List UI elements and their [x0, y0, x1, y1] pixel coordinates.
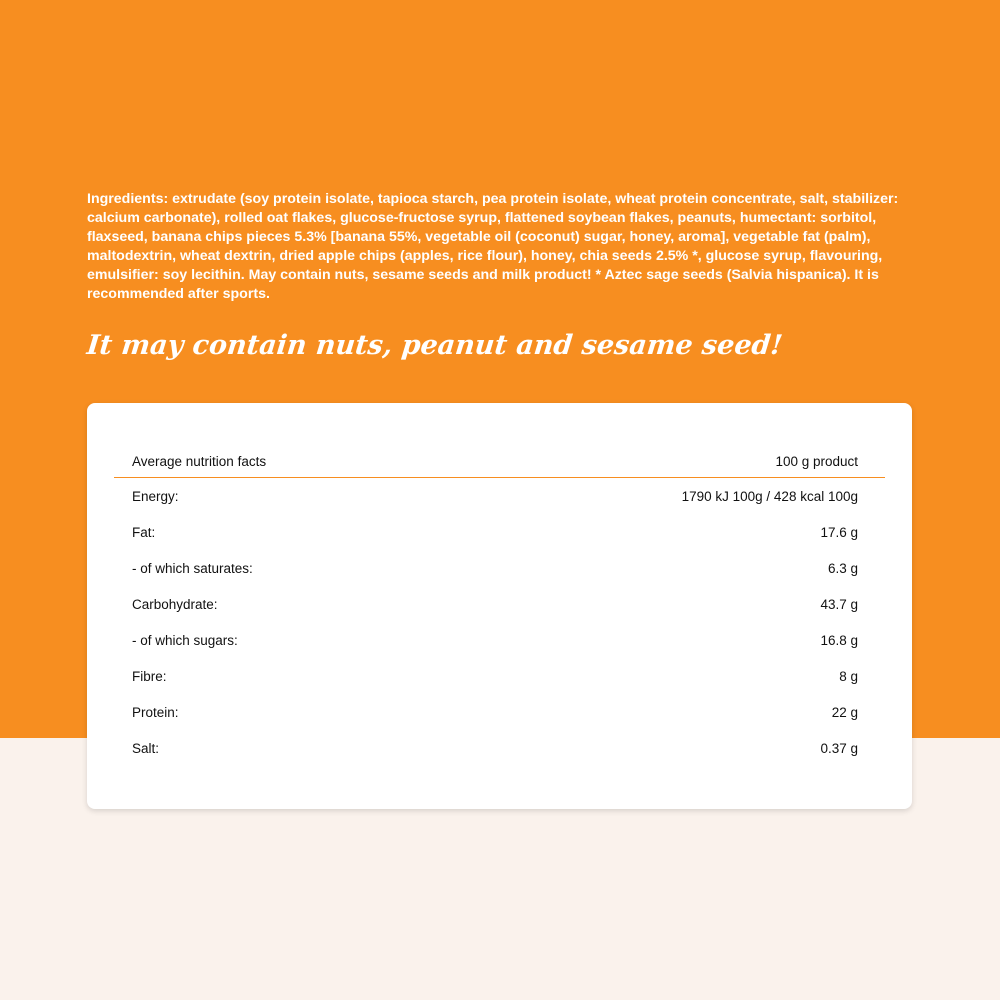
nutrition-header-row — [114, 445, 885, 478]
nutrition-row-carbohydrate — [114, 586, 885, 622]
nutrition-header-label: Average nutrition facts — [132, 453, 267, 469]
nutrition-row-protein — [114, 694, 885, 730]
nutrition-label-protein: Protein: — [132, 704, 179, 720]
nutrition-card — [87, 403, 912, 809]
nutrition-label-fibre: Fibre: — [132, 668, 167, 684]
nutrition-label-fat: Fat: — [132, 524, 156, 540]
nutrition-value-fat: 17.6 g — [820, 524, 858, 540]
nutrition-label-carbohydrate: Carbohydrate: — [132, 596, 218, 612]
nutrition-value-carbohydrate: 43.7 g — [820, 596, 858, 612]
nutrition-label-saturates: - of which saturates: — [132, 560, 253, 576]
nutrition-row-salt — [114, 730, 885, 766]
nutrition-value-sugars: 16.8 g — [820, 632, 858, 648]
ingredients-text: Ingredients: extrudate (soy protein isolate, tapioca starch, pea protein isolate, wheat protein concentrate, salt, stabilizer: calcium carbonate), rolled oat flakes, glucose-fructose syrup, flattened soybean flakes, peanuts, humectant: sorbitol, flaxseed, banana chips pieces 5.3% [banana 55%, vegetable oil (coconut) sugar, honey, aroma], vegetable fat (palm), maltodextrin, wheat dextrin, dried apple chips (apples, rice flour), honey, chia seeds 2.5% *, glucose syrup, flavouring, emulsifier: soy lecithin. May contain nuts, sesame seeds and milk product! * Aztec sage seeds (Salvia hispanica). It is recommended after sports. — [87, 191, 899, 303]
nutrition-value-energy: 1790 kJ 100g / 428 kcal 100g — [681, 488, 858, 504]
nutrition-row-sugars — [114, 622, 885, 658]
nutrition-value-fibre: 8 g — [839, 668, 858, 684]
nutrition-value-protein: 22 g — [831, 704, 858, 720]
nutrition-label-salt: Salt: — [132, 740, 160, 756]
nutrition-table — [114, 445, 885, 766]
nutrition-row-saturates — [114, 550, 885, 586]
nutrition-value-salt: 0.37 g — [820, 740, 858, 756]
nutrition-label-sugars: - of which sugars: — [132, 632, 238, 648]
nutrition-row-fat — [114, 514, 885, 550]
nutrition-row-fibre — [114, 658, 885, 694]
nutrition-label-energy: Energy: — [132, 488, 179, 504]
nutrition-row-energy — [114, 478, 885, 514]
nutrition-value-saturates: 6.3 g — [827, 560, 858, 576]
nutrition-header-value: 100 g product — [775, 453, 858, 469]
allergen-warning: It may contain nuts, peanut and sesame seed! — [85, 330, 785, 361]
